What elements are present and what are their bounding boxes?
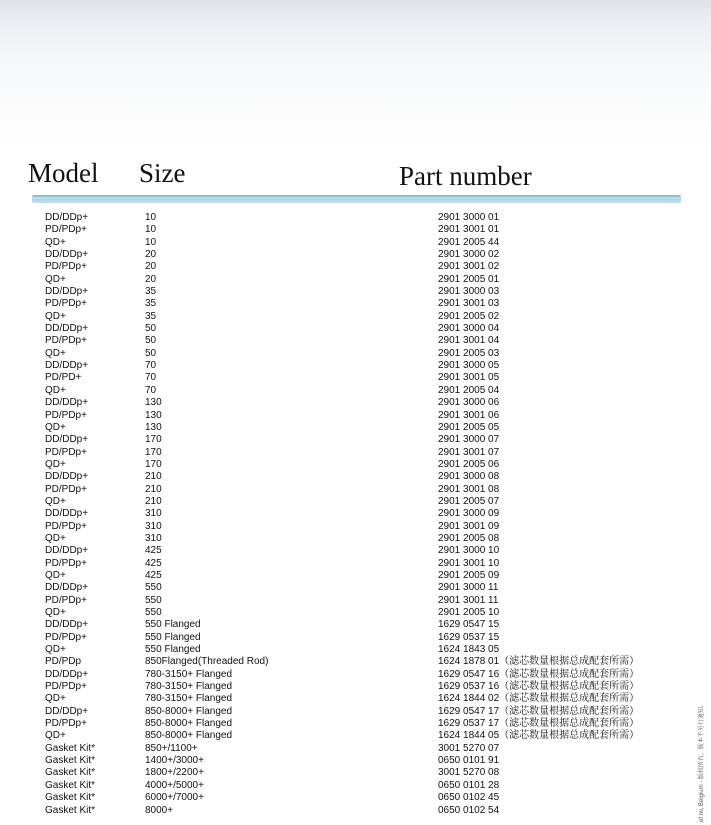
part-number-cell: 1624 1844 02（滤芯数量根据总成配套所需） [438,693,640,705]
part-number-cell: 1629 0547 15 [438,619,500,631]
size-cell: 1800+/2200+ [145,767,204,779]
table-row [0,644,711,656]
size-cell: 8000+ [145,804,174,816]
size-cell: 850-8000+ Flanged [145,705,233,717]
table-row [0,397,711,409]
size-cell: 310 [145,532,162,544]
table-row [0,582,711,594]
model-cell: DD/DDp+ [45,471,89,483]
model-cell: Gasket Kit* [45,755,96,767]
table-row [0,410,711,422]
part-number-cell: 2901 3000 01 [438,212,500,223]
part-number-cell: 2901 3001 09 [438,520,500,532]
table-row [0,632,711,644]
part-number-cell: 2901 3001 05 [438,372,500,384]
table-row [0,508,711,520]
table-row [0,261,711,273]
part-number-cell: 1624 1878 01（滤芯数量根据总成配套所需） [438,656,640,668]
size-cell: 130 [145,409,162,421]
table-row [0,656,711,668]
table-row [0,335,711,347]
size-cell: 550 Flanged [145,631,201,643]
part-number-cell: 2901 3001 02 [438,261,500,273]
size-cell: 35 [145,286,157,298]
header-divider [32,195,681,203]
table-row [0,755,711,767]
size-cell: 50 [145,335,157,347]
table-row [0,249,711,261]
table-row [0,706,711,718]
model-cell: DD/DDp+ [45,668,89,680]
table-row [0,298,711,310]
model-cell: DD/DDp+ [45,545,89,557]
table-row [0,274,711,286]
model-cell: DD/DDp+ [45,705,89,717]
table-row [0,323,711,335]
part-number-cell: 2901 2005 01 [438,273,500,285]
part-number-cell: 0650 0101 28 [438,779,500,791]
size-cell: 310 [145,508,162,520]
model-cell: QD+ [45,495,66,507]
size-cell: 170 [145,458,162,470]
table-row [0,459,711,471]
model-cell: QD+ [45,347,66,359]
size-cell: 780-3150+ Flanged [145,681,233,693]
model-cell: DD/DDp+ [45,397,89,409]
table-row [0,805,711,817]
table-row [0,718,711,730]
part-number-cell: 2901 2005 04 [438,384,500,396]
size-cell: 35 [145,298,157,310]
model-cell: PD/PDp+ [45,261,87,273]
parts-table [0,212,711,817]
part-number-cell: 0650 0101 91 [438,755,500,767]
table-row [0,533,711,545]
table-row [0,484,711,496]
table-row [0,224,711,236]
table-row [0,360,711,372]
table-row [0,607,711,619]
size-cell: 20 [145,261,157,273]
part-number-cell: 1629 0547 16（滤芯数量根据总成配套所需） [438,668,640,680]
size-cell: 850+/1100+ [145,742,198,754]
part-number-cell: 2901 2005 07 [438,495,500,507]
model-cell: PD/PDp+ [45,520,87,532]
model-cell: DD/DDp+ [45,360,89,372]
part-number-cell: 2901 2005 02 [438,310,500,322]
table-row [0,767,711,779]
table-row [0,434,711,446]
size-cell: 425 [145,545,162,557]
size-cell: 550 Flanged [145,644,201,656]
model-cell: QD+ [45,644,66,656]
part-number-cell: 2901 3000 11 [438,582,499,594]
table-row [0,385,711,397]
table-row [0,669,711,681]
model-cell: DD/DDp+ [45,582,89,594]
model-cell: PD/PDp+ [45,557,87,569]
table-row [0,619,711,631]
table-row [0,422,711,434]
size-cell: 310 [145,520,162,532]
model-cell: QD+ [45,236,66,248]
size-cell: 10 [145,224,157,236]
part-number-cell: 2901 2005 44 [438,236,500,248]
header-model: Model [28,158,99,188]
part-number-cell: 2901 3001 04 [438,335,500,347]
part-number-cell: 0650 0102 45 [438,792,500,804]
size-cell: 130 [145,421,162,433]
part-number-cell: 2901 2005 09 [438,569,500,581]
size-cell: 130 [145,397,162,409]
size-cell: 780-3150+ Flanged [145,693,233,705]
table-row [0,311,711,323]
model-cell: Gasket Kit* [45,804,96,816]
part-number-cell: 3001 5270 07 [438,742,500,754]
table-row [0,792,711,804]
model-cell: DD/DDp+ [45,249,89,261]
model-cell: QD+ [45,569,66,581]
size-cell: 850-8000+ Flanged [145,730,233,742]
table-row [0,471,711,483]
model-cell: QD+ [45,273,66,285]
model-cell: DD/DDp+ [45,508,89,520]
part-number-cell: 1624 1844 05（滤芯数量根据总成配套所需） [438,730,640,742]
size-cell: 210 [145,483,162,495]
model-cell: PD/PDp+ [45,631,87,643]
part-number-cell: 3001 5270 08 [438,767,500,779]
part-number-cell: 2901 3001 11 [438,594,499,606]
model-cell: QD+ [45,458,66,470]
part-number-cell: 2901 3001 03 [438,298,500,310]
part-number-cell: 2901 3000 05 [438,360,500,372]
model-cell: QD+ [45,421,66,433]
table-row [0,496,711,508]
size-cell: 550 [145,582,162,594]
size-cell: 550 Flanged [145,619,201,631]
side-note: ef nv, Belgium - 版权所有，版本不另行通知。 [699,701,705,822]
size-cell: 170 [145,446,162,458]
model-cell: QD+ [45,384,66,396]
size-cell: 10 [145,236,157,248]
model-cell: PD/PDp+ [45,594,87,606]
part-number-cell: 2901 3000 09 [438,508,500,520]
model-cell: PD/PDp+ [45,446,87,458]
size-cell: 6000+/7000+ [145,792,204,804]
header-size: Size [139,158,186,188]
part-number-cell: 1624 1843 05 [438,644,500,656]
model-cell: QD+ [45,730,66,742]
size-cell: 550 [145,594,162,606]
size-cell: 425 [145,569,162,581]
table-header [0,150,711,200]
part-number-cell: 1629 0537 15 [438,631,500,643]
model-cell: QD+ [45,693,66,705]
model-cell: PD/PDp+ [45,681,87,693]
part-number-cell: 1629 0537 16（滤芯数量根据总成配套所需） [438,681,640,693]
model-cell: DD/DDp+ [45,619,89,631]
part-number-cell: 2901 3001 01 [438,224,500,236]
table-row [0,545,711,557]
size-cell: 550 [145,607,162,618]
model-cell: PD/PDp+ [45,335,87,347]
size-cell: 70 [145,360,157,372]
size-cell: 50 [145,323,157,335]
part-number-cell: 1629 0547 17（滤芯数量根据总成配套所需） [438,705,640,717]
table-row [0,237,711,249]
model-cell: PD/PD+ [45,372,82,384]
size-cell: 170 [145,434,162,446]
part-number-cell: 2901 3000 02 [438,249,500,261]
model-cell: PD/PDp+ [45,298,87,310]
size-cell: 70 [145,372,157,384]
size-cell: 780-3150+ Flanged [145,668,233,680]
table-row [0,348,711,360]
model-cell: PD/PDp [45,656,82,668]
size-cell: 425 [145,557,162,569]
part-number-cell: 2901 3000 04 [438,323,500,335]
table-row [0,521,711,533]
table-row [0,743,711,755]
model-cell: Gasket Kit* [45,779,96,791]
table-row [0,730,711,742]
table-row [0,780,711,792]
size-cell: 10 [145,212,157,223]
model-cell: PD/PDp+ [45,718,87,730]
model-cell: Gasket Kit* [45,792,96,804]
model-cell: Gasket Kit* [45,767,96,779]
size-cell: 35 [145,310,157,322]
table-row [0,558,711,570]
model-cell: DD/DDp+ [45,212,89,223]
part-number-cell: 2901 3001 07 [438,446,500,458]
table-row [0,595,711,607]
part-number-cell: 2901 3000 03 [438,286,500,298]
table-row [0,693,711,705]
model-cell: DD/DDp+ [45,286,89,298]
size-cell: 4000+/5000+ [145,779,204,791]
table-row [0,286,711,298]
size-cell: 1400+/3000+ [145,755,204,767]
table-row [0,570,711,582]
part-number-cell: 2901 3001 06 [438,409,500,421]
model-cell: QD+ [45,532,66,544]
part-number-cell: 2901 3000 10 [438,545,500,557]
part-number-cell: 2901 2005 03 [438,347,500,359]
model-cell: PD/PDp+ [45,409,87,421]
size-cell: 20 [145,249,157,261]
part-number-cell: 2901 3000 08 [438,471,500,483]
table-row [0,212,711,224]
size-cell: 210 [145,495,162,507]
size-cell: 70 [145,384,157,396]
part-number-cell: 2901 3001 10 [438,557,500,569]
size-cell: 850-8000+ Flanged [145,718,233,730]
part-number-cell: 2901 2005 05 [438,421,500,433]
part-number-cell: 2901 2005 10 [438,607,500,618]
table-row [0,681,711,693]
table-row [0,372,711,384]
size-cell: 850Flanged(Threaded Rod) [145,656,269,668]
part-number-cell: 2901 3000 06 [438,397,500,409]
part-number-cell: 2901 3001 08 [438,483,500,495]
part-number-cell: 1629 0537 17（滤芯数量根据总成配套所需） [438,718,640,730]
size-cell: 210 [145,471,162,483]
model-cell: DD/DDp+ [45,434,89,446]
top-shade [0,0,711,150]
part-number-cell: 0650 0102 54 [438,804,500,816]
model-cell: QD+ [45,310,66,322]
table-row [0,447,711,459]
model-cell: Gasket Kit* [45,742,96,754]
size-cell: 50 [145,347,157,359]
model-cell: PD/PDp+ [45,224,87,236]
part-number-cell: 2901 2005 08 [438,532,500,544]
model-cell: PD/PDp+ [45,483,87,495]
header-part-number: Part number [399,161,532,191]
size-cell: 20 [145,273,157,285]
model-cell: DD/DDp+ [45,323,89,335]
part-number-cell: 2901 2005 06 [438,458,500,470]
model-cell: QD+ [45,607,66,618]
part-number-cell: 2901 3000 07 [438,434,500,446]
